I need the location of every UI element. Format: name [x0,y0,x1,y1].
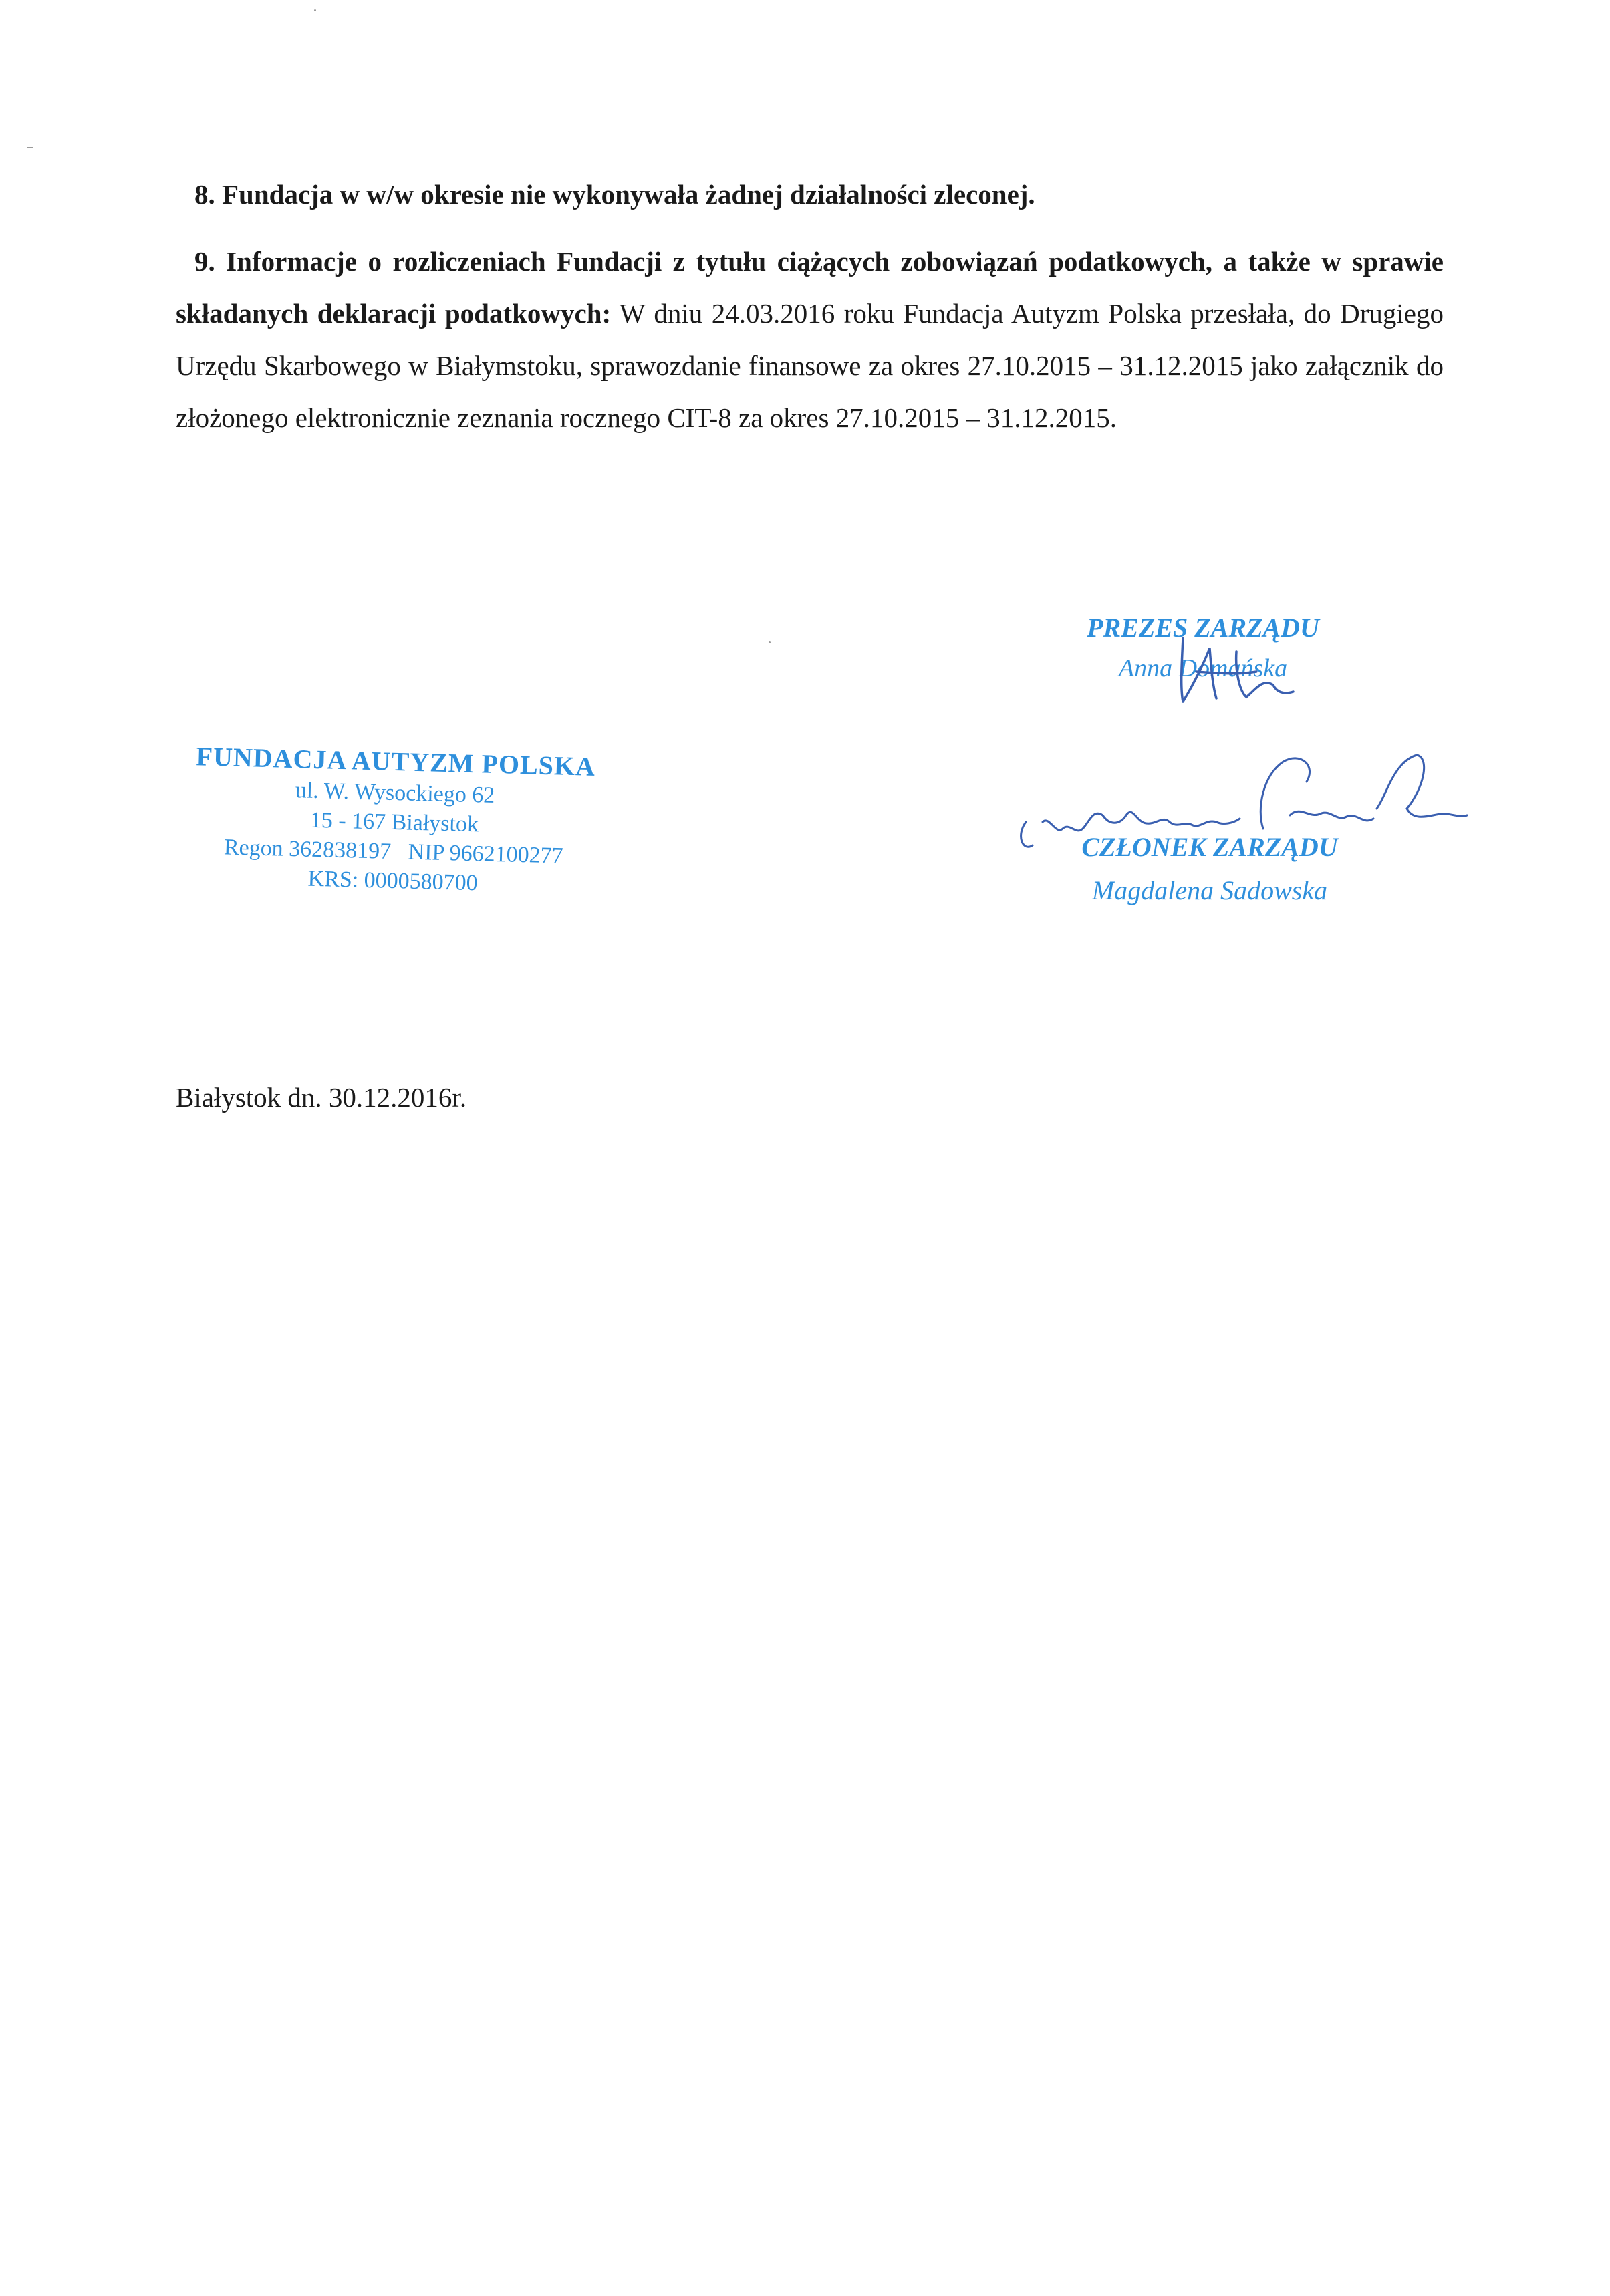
organization-name: FUNDACJA AUTYZM POLSKA [196,741,596,782]
place-and-date: Białystok dn. 30.12.2016r. [176,1082,467,1113]
president-role: PREZES ZARZĄDU [1087,613,1319,643]
president-signature [1156,625,1310,712]
point-9-paragraph [176,235,1444,444]
organization-krs: KRS: 0000580700 [307,866,479,896]
scan-speck [27,147,33,148]
organization-ids: Regon 362838197 NIP 9662100277 [223,835,564,869]
scan-speck [769,641,771,643]
board-member-stamp [1043,825,1377,912]
point-9-body: W dniu 24.03.2016 roku Fundacja Autyzm Polska przesłała, do Drugiego Urzędu Skarbowego w Białymstoku, sprawozdanie finansowe za okres 27.10.2015 – 31.12.2015 jako załącznik do złożonego elektronicznie zeznania rocznego CIT-8 za okres 27.10.2015 – 31.12.2015. [176,298,1444,433]
point-8-paragraph [176,168,1444,221]
scan-speck [314,9,316,11]
point-8-text: 8. Fundacja w w/w okresie nie wykonywała żadnej działalności zleconej. [194,179,1035,210]
point-9-heading: 9. Informacje o rozliczeniach Fundacji z tytułu ciążących zobowiązań podatkowych, a także w sprawie składanych deklaracji podatkowych: [176,246,1444,329]
board-member-role: CZŁONEK ZARZĄDU [1081,832,1338,862]
organization-stamp [192,740,597,901]
president-name: Anna Domańska [1118,654,1288,682]
organization-city: 15 - 167 Białystok [309,807,479,837]
organization-street: ul. W. Wysockiego 62 [295,778,495,808]
board-member-name: Magdalena Sadowska [1091,875,1328,905]
